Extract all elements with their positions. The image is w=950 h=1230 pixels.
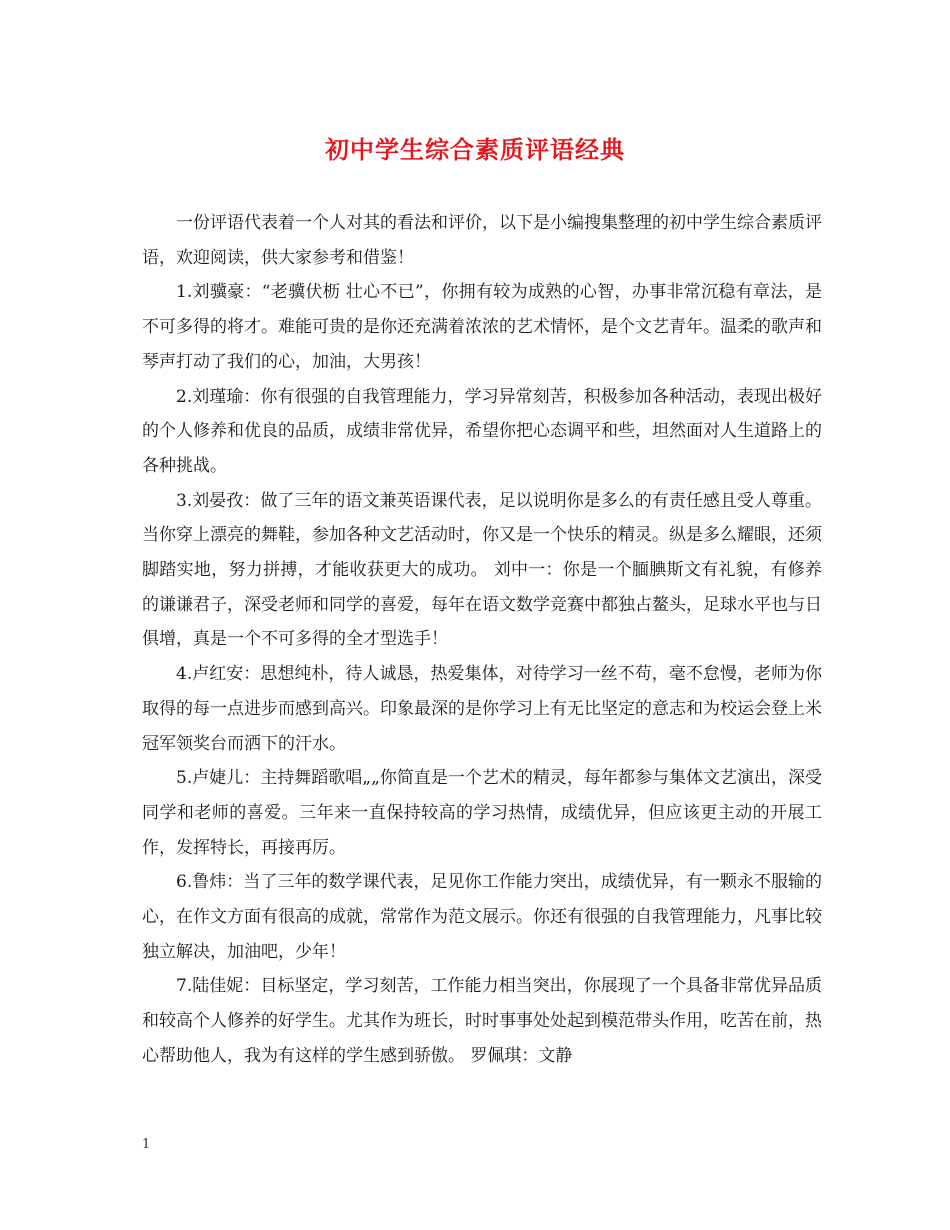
- page-number: 1: [142, 1137, 151, 1152]
- document-body: [142, 206, 822, 1074]
- comment-paragraph-1: 1.刘骥豪：“老骥伏枥 壮心不已”，你拥有较为成熟的心智，办事非常沉稳有章法，是不可多得的将才。难能可贵的是你还充满着浓浓的艺术情怀，是个文艺青年。温柔的歌声和琴声打动了我们的心，加油，大男孩！: [142, 282, 822, 372]
- comment-paragraph-5: 5.卢婕儿：主持舞蹈歌唱„„你简直是一个艺术的精灵，每年都参与集体文艺演出，深受同学和老师的喜爱。三年来一直保持较高的学习热情，成绩优异，但应该更主动的开展工作，发挥特长，再接再厉。: [142, 768, 822, 858]
- comment-paragraph-2: 2.刘瑾瑜：你有很强的自我管理能力，学习异常刻苦，积极参加各种活动，表现出极好的个人修养和优良的品质，成绩非常优异，希望你把心态调平和些，坦然面对人生道路上的各种挑战。: [142, 386, 822, 476]
- comment-paragraph-3: 3.刘晏孜：做了三年的语文兼英语课代表，足以说明你是多么的有责任感且受人尊重。当你穿上漂亮的舞鞋，参加各种文艺活动时，你又是一个快乐的精灵。纵是多么耀眼，还须脚踏实地，努力拼搏，才能收获更大的成功。 刘中一：你是一个腼腆斯文有礼貌，有修养的谦谦君子，深受老师和同学的喜爱，每年在语文数学竞赛中都独占鳌头，足球水平也与日俱增，真是一个不可多得的全才型选手！: [142, 490, 822, 650]
- comment-paragraph-4: 4.卢红安：思想纯朴，待人诚恳，热爱集体，对待学习一丝不苟，毫不怠慢，老师为你取得的每一点进步而感到高兴。印象最深的是你学习上有无比坚定的意志和为校运会登上米冠军领奖台而洒下的汗水。: [142, 664, 822, 754]
- comment-paragraph-6: 6.鲁炜：当了三年的数学课代表，足见你工作能力突出，成绩优异，有一颗永不服输的心，在作文方面有很高的成就，常常作为范文展示。你还有很强的自我管理能力，凡事比较独立解决，加油吧，少年！: [142, 872, 822, 962]
- document-title: 初中学生综合素质评语经典: [325, 135, 625, 164]
- comment-paragraph-7: 7.陆佳妮：目标坚定，学习刻苦，工作能力相当突出，你展现了一个具备非常优异品质和较高个人修养的好学生。尤其作为班长，时时事事处处起到模范带头作用，吃苦在前，热心帮助他人，我为有这样的学生感到骄傲。 罗佩琪：文静: [142, 976, 822, 1066]
- intro-paragraph: 一份评语代表着一个人对其的看法和评价，以下是小编搜集整理的初中学生综合素质评语，欢迎阅读，供大家参考和借鉴！: [142, 213, 822, 268]
